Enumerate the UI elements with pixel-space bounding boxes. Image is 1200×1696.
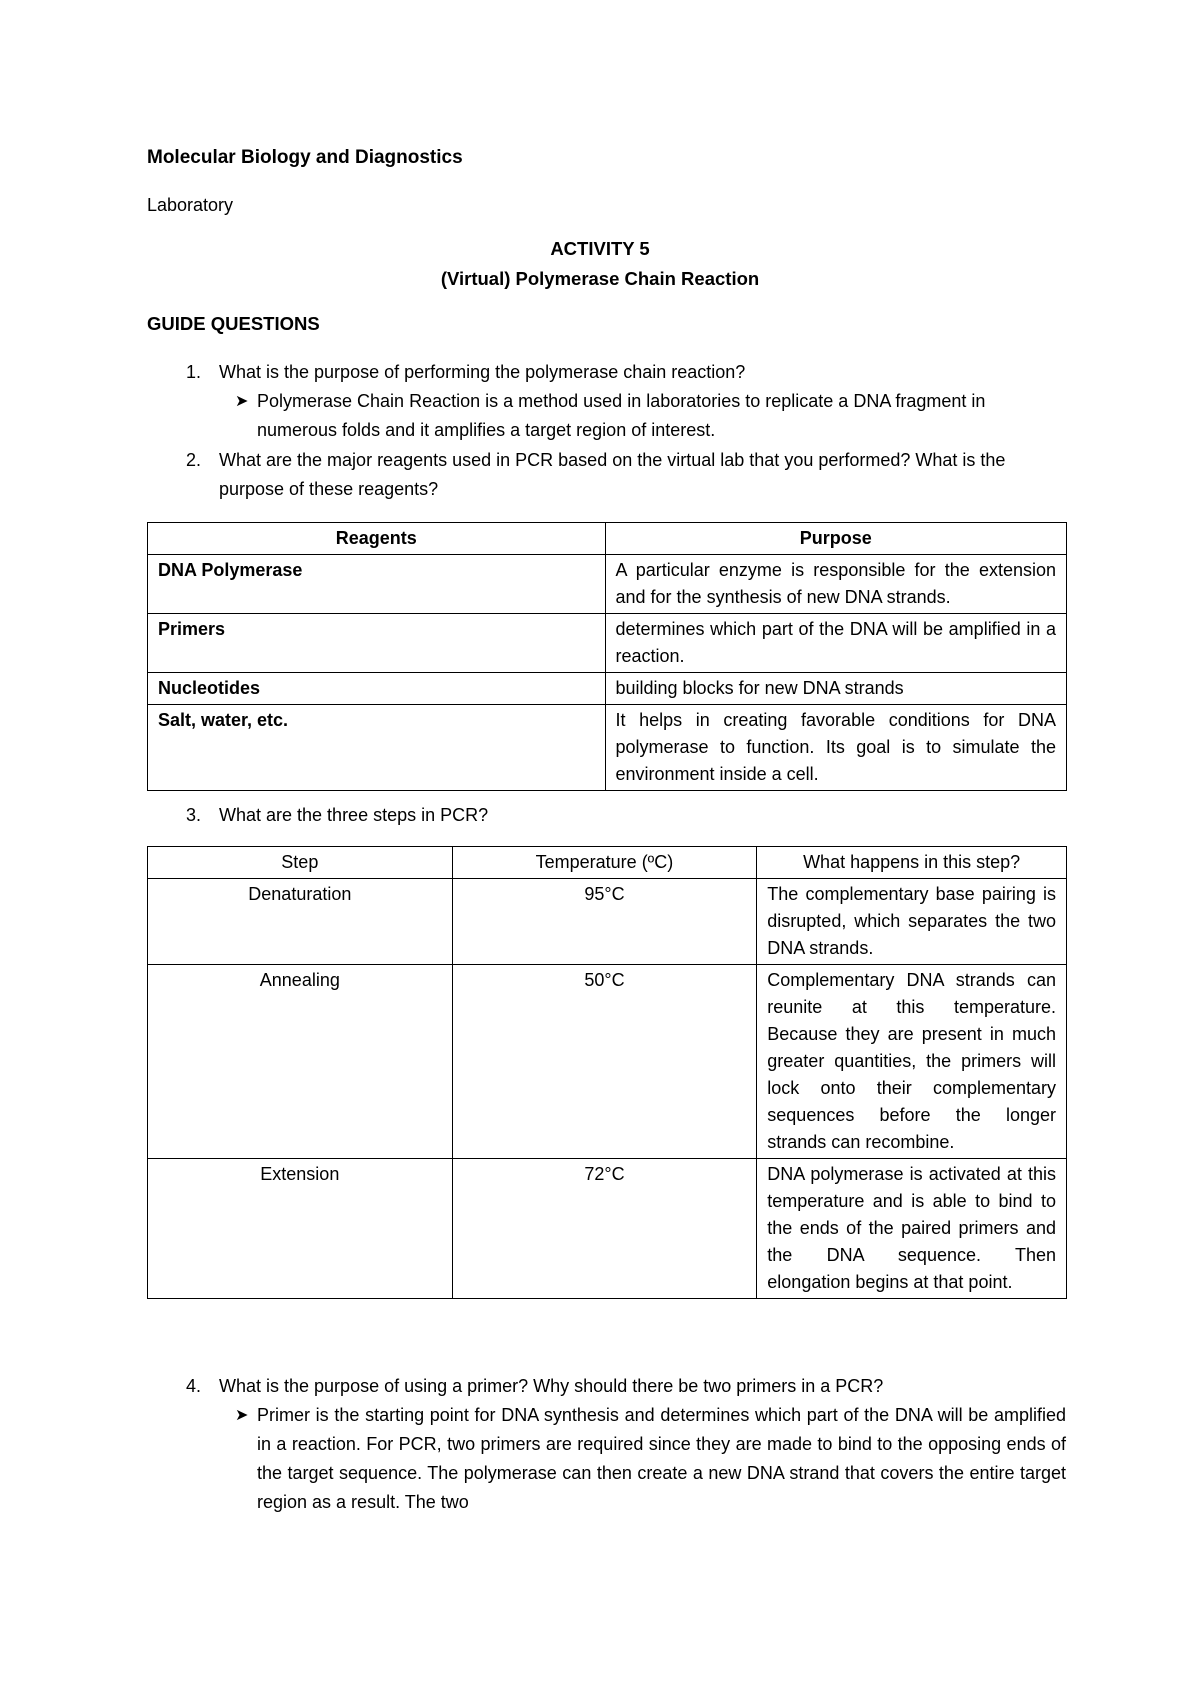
step-cell: Extension [148,1159,453,1299]
description-cell: The complementary base pairing is disrupted, which separates the two DNA strands. [757,879,1067,965]
activity-number: ACTIVITY 5 [550,238,650,259]
table-row [148,965,1067,1159]
question-number: 1. [186,362,202,382]
purpose-cell: building blocks for new DNA strands [605,673,1067,705]
step-cell: Annealing [148,965,453,1159]
answer-text: Primer is the starting point for DNA synthesis and determines which part of the DNA will be amplified in a reaction. For PCR, two primers are required since they are made to bind to the opposing ends of the target sequence. The polymerase can then create a new DNA strand that covers the entire target region as a result. The two [257,1405,1066,1512]
question-text: What is the purpose of using a primer? Why should there be two primers in a PCR? [219,1376,884,1396]
purpose-cell: It helps in creating favorable conditions for DNA polymerase to function. Its goal is to simulate the environment inside a cell. [605,705,1067,791]
question-number: 3. [186,805,202,825]
answer-1 [235,387,1066,445]
reagent-cell: Primers [148,614,606,673]
answer-text: Polymerase Chain Reaction is a method used in laboratories to replicate a DNA fragment in numerous folds and it amplifies a target region of interest. [257,391,986,440]
reagents-table [147,522,1067,791]
pcr-steps-table [147,846,1067,1299]
course-title: Molecular Biology and Diagnostics [147,147,463,168]
description-cell: DNA polymerase is activated at this temperature and is able to bind to the ends of the paired primers and the DNA sequence. Then elongation begins at that point. [757,1159,1067,1299]
column-header: What happens in this step? [757,847,1067,879]
reagent-cell: DNA Polymerase [148,555,606,614]
temperature-cell: 72°C [452,1159,757,1299]
table-header-row [148,847,1067,879]
column-header: Step [148,847,453,879]
table-row [148,705,1067,791]
arrowhead-bullet-icon: ➤ [235,393,249,410]
question-number: 4. [186,1376,202,1396]
activity-title: (Virtual) Polymerase Chain Reaction [440,268,760,289]
section-heading: GUIDE QUESTIONS [147,313,320,334]
table-row [148,1159,1067,1299]
table-row [148,555,1067,614]
description-cell: Complementary DNA strands can reunite at this temperature. Because they are present in much greater quantities, the primers will lock onto their complementary sequences before the longer strands can recombine. [757,965,1067,1159]
question-text: What are the major reagents used in PCR based on the virtual lab that you performed? What is the purpose of these reagents? [219,450,1006,499]
temperature-cell: 95°C [452,879,757,965]
step-cell: Denaturation [148,879,453,965]
purpose-cell: A particular enzyme is responsible for the extension and for the synthesis of new DNA strands. [605,555,1067,614]
question-number: 2. [186,450,202,470]
table-row [148,614,1067,673]
column-header: Temperature (ºC) [452,847,757,879]
reagent-cell: Nucleotides [148,673,606,705]
reagent-cell: Salt, water, etc. [148,705,606,791]
answer-4 [235,1401,1066,1517]
temperature-cell: 50°C [452,965,757,1159]
document-subtitle: Laboratory [147,195,234,215]
question-text: What is the purpose of performing the polymerase chain reaction? [219,362,746,382]
table-row [148,879,1067,965]
column-header: Reagents [148,523,606,555]
question-text: What are the three steps in PCR? [219,805,489,825]
table-header-row [148,523,1067,555]
column-header: Purpose [605,523,1067,555]
purpose-cell: determines which part of the DNA will be amplified in a reaction. [605,614,1067,673]
arrowhead-bullet-icon: ➤ [235,1407,249,1424]
table-row [148,673,1067,705]
